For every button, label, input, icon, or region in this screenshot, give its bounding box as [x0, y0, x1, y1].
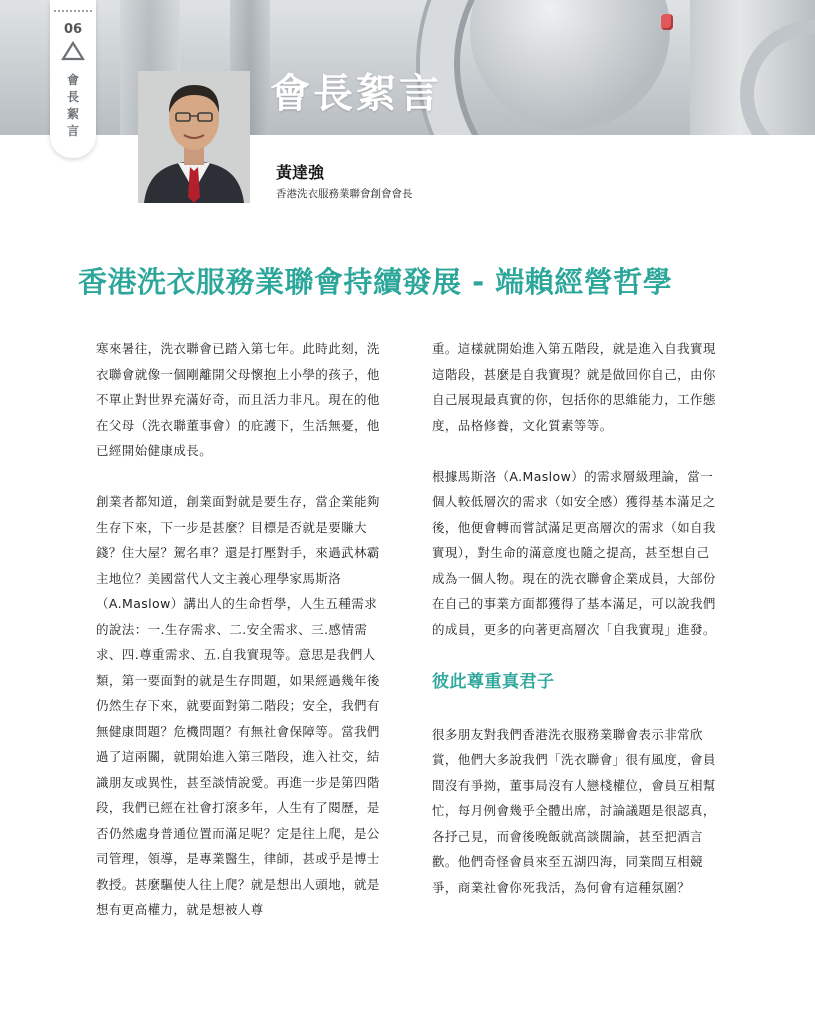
- header-banner: [0, 0, 815, 135]
- triangle-icon: [60, 40, 86, 62]
- section-tab: [50, 0, 96, 158]
- section-subheading: 彼此尊重真君子: [432, 671, 555, 692]
- page-number: 06: [63, 22, 83, 37]
- paragraph: 創業者都知道，創業面對就是要生存，當企業能夠生存下來，下一步是甚麼？目標是否就是要賺大錢？住大屋？駕名車？還是打壓對手，來過武林霸主地位？美國當代人文主義心理學家馬斯洛（A.Maslow）講出人的生命哲學，人生五種需求的說法：一.生存需求、二.安全需求、三.感情需求、四.尊重需求、五.自我實現等。意思是我們人類，第一要面對的就是生存問題，如果經過幾年後仍然生存下來，就要面對第二階段；安全，我們有無健康問題？危機問題？有無社會保障等。當我們過了這兩關，就開始進入第三階段，進入社交，結識朋友或異性，甚至談情說愛。再進一步是第四階段，我們已經在社會打滾多年，人生有了閱歷，是否仍然處身普通位置而滿足呢？定是往上爬，是公司管理，領導，是專業醫生，律師，甚或乎是博士教授。甚麼驅使人往上爬？就是想出人頭地，就是想有更高權力，就是想被人尊: [96, 494, 380, 917]
- banner-title: 會長絮言: [270, 71, 442, 117]
- article-headline: 香港洗衣服務業聯會持續發展 - 端賴經營哲學: [78, 265, 673, 299]
- author-name: 黃達強: [276, 163, 325, 182]
- section-tab-label: 會長絮言: [66, 73, 79, 138]
- paragraph: 根據馬斯洛（A.Maslow）的需求層級理論，當一個人較低層次的需求（如安全感）獲得基本滿足之後，他便會轉而嘗試滿足更高層次的需求（如自我實現），對生命的滿意度也隨之提高，甚至想自己成為一個人物。現在的洗衣聯會企業成員，大部份在自己的事業方面都獲得了基本滿足，可以說我們的成員，更多的向著更高層次「自我實現」進發。: [432, 468, 716, 637]
- paragraph: 很多朋友對我們香港洗衣服務業聯會表示非常欣賞，他們大多說我們「洗衣聯會」很有風度，會員間沒有爭拗，董事局沒有人戀棧權位，會員互相幫忙，每月例會幾乎全體出席，討論議題是很認真，各抒己見，而會後晚飯就高談闊論，甚至把酒言歡。他們奇怪會員來至五湖四海，同業間互相競爭，商業社會你死我活，為何會有這種氛圍？: [432, 726, 716, 895]
- paragraph: 重。這樣就開始進入第五階段，就是進入自我實現這階段，甚麼是自我實現？就是做回你自己，由你自己展現最真實的你，包括你的思維能力，工作態度，品格修養，文化質素等等。: [432, 341, 716, 433]
- author-portrait: [138, 71, 250, 203]
- left-column: [96, 336, 386, 923]
- author-title: 香港洗衣服務業聯會創會會長: [276, 188, 413, 200]
- paragraph: 寒來暑往，洗衣聯會已踏入第七年。此時此刻，洗衣聯會就像一個剛離開父母懷抱上小學的孩子，他不單止對世界充滿好奇，而且活力非凡。現在的他在父母（洗衣聯董事會）的庇護下，生活無憂，他已經開始健康成長。: [96, 341, 380, 458]
- machine-button-decoration: [661, 14, 673, 30]
- portrait-illustration: [138, 71, 250, 203]
- tab-dotted-line: [54, 10, 92, 12]
- right-column: [432, 336, 718, 900]
